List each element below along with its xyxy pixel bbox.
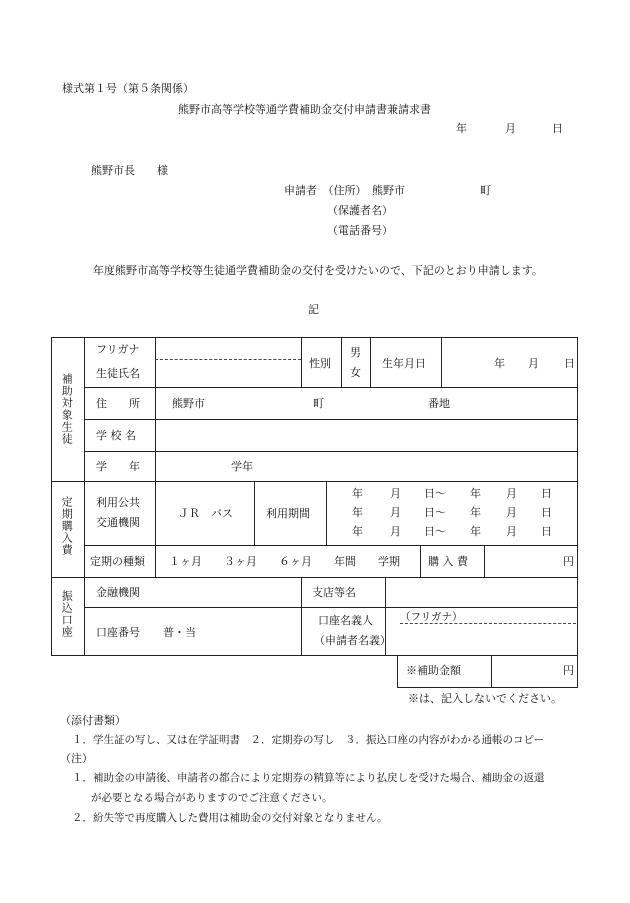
period-m1-label: 月 [390, 487, 401, 500]
date-day-label: 日 [552, 122, 563, 135]
addressee: 熊野市長 様 [91, 164, 168, 177]
grade-unit: 学年 [231, 460, 253, 473]
address-town: 町 [313, 397, 324, 410]
period-m2-label: 月 [506, 506, 517, 519]
period-m2-label: 月 [506, 525, 517, 538]
address-label: 住 所 [96, 397, 140, 410]
pass-type-label: 定期の種類 [90, 555, 145, 568]
account-number-label: 口座番号 [96, 626, 140, 639]
gender-label: 性別 [309, 357, 331, 370]
furigana-label: フリガナ [96, 343, 140, 356]
birth-day-label: 日 [564, 357, 575, 370]
phone-number-label: （電話番号） [327, 224, 393, 237]
birth-year-label: 年 [494, 357, 505, 370]
note-1: １．補助金の申請後、申請者の都合により定期券の精算等により払戻しを受けた場合、補助金の返還 [72, 772, 545, 784]
section-bank-label: 振込口座 [60, 590, 74, 638]
purchase-yen: 円 [563, 555, 574, 568]
subsidy-amount-label: ※補助金額 [406, 664, 461, 677]
applicant-town-label: 町 [480, 184, 491, 197]
period-d2-label: 日 [541, 506, 552, 519]
gender-female: 女 [350, 366, 361, 379]
subsidy-yen: 円 [563, 664, 574, 677]
transport-options: ＪＲ バス [178, 507, 233, 520]
pass-type-options: １ヶ月 ３ヶ月 ６ヶ月 年間 学期 [169, 555, 400, 568]
notes-heading: （注） [60, 752, 93, 765]
branch-label: 支店等名 [312, 586, 356, 599]
attachment-heading: （添付書類） [60, 714, 126, 727]
fill-note: ※は、記入しないでください。 [408, 692, 562, 705]
period-m1-label: 月 [390, 506, 401, 519]
form-number: 様式第１号（第５条関係） [62, 82, 194, 95]
note-1-cont: が必要となる場合がありますのでご注意ください。 [91, 792, 333, 804]
period-y1-label: 年 [352, 506, 363, 519]
date-month-label: 月 [505, 122, 516, 135]
period-label: 利用期間 [266, 507, 310, 520]
period-y2-label: 年 [470, 487, 481, 500]
period-d1-label: 日〜 [424, 525, 446, 538]
period-d2-label: 日 [541, 487, 552, 500]
period-y2-label: 年 [470, 525, 481, 538]
period-d1-label: 日〜 [424, 506, 446, 519]
bank-label: 金融機関 [96, 586, 140, 599]
date-year-label: 年 [456, 122, 467, 135]
holder-furigana-label: （フリガナ） [400, 611, 463, 623]
account-type: 普・当 [163, 626, 196, 639]
period-m2-label: 月 [506, 487, 517, 500]
account-holder-label: 口座名義人 [318, 614, 373, 627]
period-m1-label: 月 [390, 525, 401, 538]
account-holder-sub: （申請者名義） [314, 634, 391, 647]
purchase-cost-label: 購 入 費 [428, 555, 468, 568]
intro-text: 年度熊野市高等学校等生徒通学費補助金の交付を受けたいので、下記のとおり申請します。 [93, 264, 543, 277]
ki-heading: 記 [308, 303, 319, 316]
birthdate-label: 生年月日 [382, 357, 426, 370]
guardian-name-label: （保護者名） [327, 204, 393, 217]
birth-month-label: 月 [528, 357, 539, 370]
student-name-label: 生徒氏名 [96, 367, 140, 380]
transport-label-2: 交通機関 [96, 516, 140, 529]
period-y1-label: 年 [352, 487, 363, 500]
period-y1-label: 年 [352, 525, 363, 538]
section-pass-label: 定期購入費 [60, 496, 74, 556]
attachment-list: １．学生証の写し、又は在学証明書 ２．定期券の写し ３．振込口座の内容がわかる通帳のコピー [72, 734, 545, 746]
form-title: 熊野市高等学校等通学費補助金交付申請書兼請求書 [178, 103, 431, 116]
period-d1-label: 日〜 [424, 487, 446, 500]
address-city: 熊野市 [172, 397, 205, 410]
period-y2-label: 年 [470, 506, 481, 519]
section-student-label: 補助対象生徒 [60, 373, 74, 445]
grade-label: 学 年 [96, 460, 140, 473]
address-banchi: 番地 [428, 397, 450, 410]
gender-male: 男 [350, 346, 361, 359]
transport-label-1: 利用公共 [96, 496, 140, 509]
applicant-address-label: 申請者 （住所） 熊野市 [284, 184, 405, 197]
period-d2-label: 日 [541, 525, 552, 538]
school-name-label: 学 校 名 [96, 429, 136, 442]
note-2: ２．紛失等で再度購入した費用は補助金の交付対象となりません。 [72, 812, 388, 824]
